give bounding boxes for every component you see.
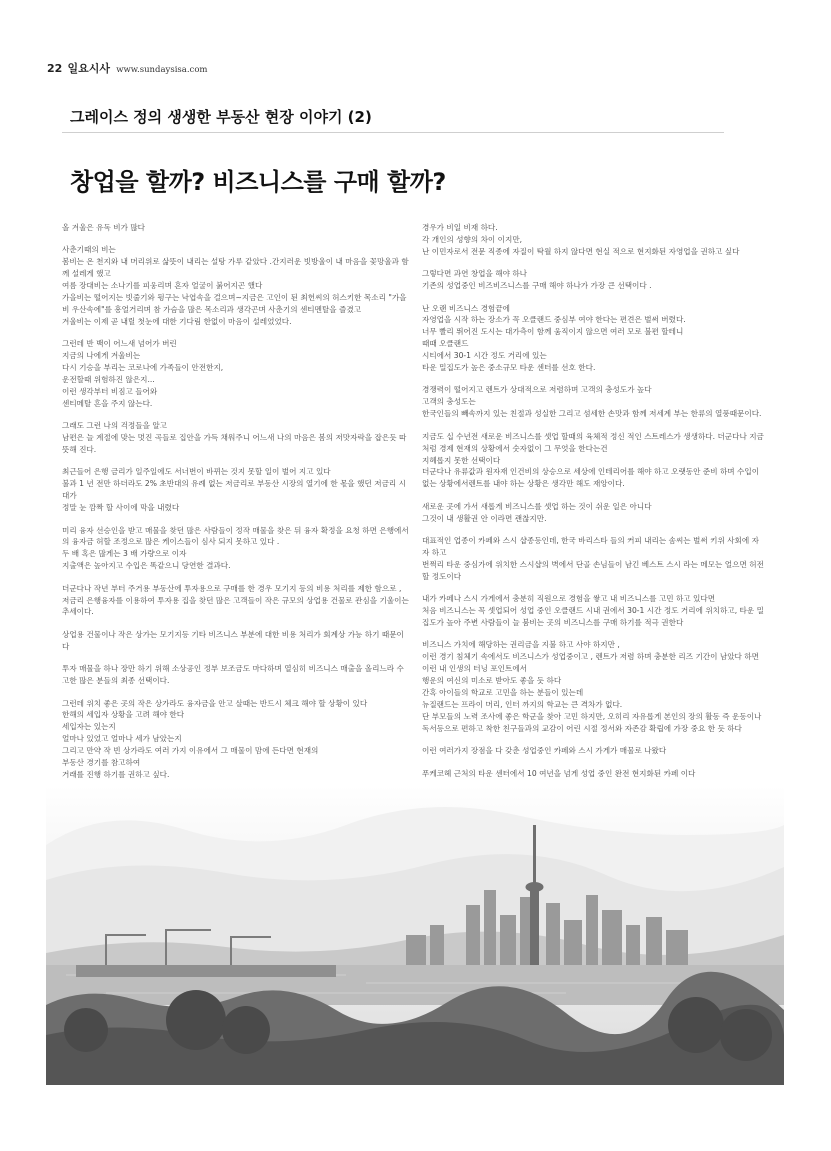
article-paragraph xyxy=(62,420,410,456)
paragraph-line: 지출액은 높아지고 수입은 똑같으니 당연한 결과다. xyxy=(62,561,231,571)
paragraph-line: 비즈니스 가치에 해당하는 권리금을 지불 하고 사야 하지만 , xyxy=(422,640,620,650)
paragraph-line: 경쟁력이 떨어지고 렌트가 상대적으로 저렴하며 고객의 충성도가 높다 xyxy=(422,385,652,395)
auckland-skyline-photo xyxy=(46,785,784,1085)
paragraph-line: 센티메탈 흔을 주지 않는다. xyxy=(62,398,153,408)
page-number: 22 xyxy=(47,62,63,75)
article-paragraph xyxy=(62,663,410,687)
paragraph-line: 지혜롭지 못한 선택이다 xyxy=(422,455,501,465)
paragraph-line: 난 오랜 비즈니스 경험끝에 xyxy=(422,303,510,313)
paragraph-line: 대표적인 업종이 카페와 스시 샵종등인데, 한국 바리스타 들의 커피 내리는 솜씨는 벌써 키위 사회에 자자 하고 xyxy=(422,536,759,557)
article-paragraph xyxy=(422,431,766,491)
paragraph-line: 올 겨울은 유독 비가 많다 xyxy=(62,223,146,232)
paragraph-line: 미리 융자 선승인을 받고 매물을 찾던 많은 사람들이 정작 매물을 찾은 뒤 융자 확정을 요청 하면 은행에서의 융자금 허할 조정으로 많은 케이스들이 심사 되지 못하고 있다 . xyxy=(62,525,409,547)
paragraph-line: 지금의 나에게 겨울비는 xyxy=(62,351,141,361)
article-paragraph xyxy=(422,303,766,374)
paragraph-line: 더군다나 작년 부터 주거용 부동산에 투자용으로 구매를 한 경우 모기지 등의 비용 처리를 제한 함으로 , 저금리 은행융자를 이용하여 투자용 집을 찾던 많은 고객들이 작은 규모의 상업용 건물로 관심을 기울이는 추세이다. xyxy=(62,583,409,617)
paragraph-line: 이런 생각부터 비짐고 들어와 xyxy=(62,386,158,396)
publication-name: 일요시사 xyxy=(67,62,111,75)
paragraph-line: 그렇다면 과연 창업을 해야 하나 xyxy=(422,269,528,279)
paragraph-line: 뉴질랜드는 프라이 머리, 인터 까지의 학교는 큰 격차가 없다. xyxy=(422,699,623,709)
paragraph-line: 기존의 성업중인 비즈비즈니스를 구매 해야 하나가 가장 큰 선택이다 . xyxy=(422,281,652,291)
paragraph-line: 때때 오클랜드 xyxy=(422,339,469,349)
article-paragraph xyxy=(62,244,410,327)
paragraph-line: 상업용 건물이나 작은 상가는 모기지등 기타 비즈니스 부분에 대한 비용 처리가 회계상 가능 하기 때문이다 xyxy=(62,629,404,651)
paragraph-line: 운전할때 위험하진 않은지... xyxy=(62,374,155,384)
article-paragraph xyxy=(62,525,410,573)
paragraph-line: 다시 기승을 부리는 코로나에 가족들이 안전한지, xyxy=(62,363,224,373)
paragraph-line: 타운 밀집도가 높은 중소규모 타운 센터를 선호 한다. xyxy=(422,363,596,373)
page-header xyxy=(47,60,208,76)
article-paragraph xyxy=(422,593,766,629)
paragraph-line: 정말 눈 깜짝 할 사이에 막을 내렸다 xyxy=(62,503,180,513)
paragraph-line: 여름 장대비는 소나기를 피웅리며 혼자 얼굴이 붉어지곤 했다 xyxy=(62,281,263,291)
paragraph-line: 단 부모들의 노력 조사에 좋은 학군을 찾아 고민 하지만, 오히리 자유롭게 본인의 장의 활동 즉 운동이나 독서등으로 편하고 착한 친구들과의 교감이 어린 시절 정서와 자존감 확립에 가장 중요 한 듯 하다 xyxy=(422,711,762,733)
paragraph-line: 난 이민자로서 전문 직종에 자질이 탁월 하지 않다면 현실 적으로 현지화된 자영업을 권하고 싶다 xyxy=(422,246,740,256)
paragraph-line: 푸케코헤 근처의 타운 센터에서 10 여년을 넘게 성업 중인 완전 현지화된 카페 이다 xyxy=(422,768,696,778)
article-paragraph xyxy=(62,629,410,653)
paragraph-line: 한해의 세입자 상황을 고려 해야 한다 xyxy=(62,710,185,720)
paragraph-line: 그래도 그런 나의 걱정들을 알고 xyxy=(62,421,168,431)
paragraph-line: 불과 1 년 전만 하더라도 2% 초반대의 유례 없는 저금리로 부동산 시장의 열기에 한 몫을 했던 저금리 시대가 xyxy=(62,479,406,501)
paragraph-line: 내가 카페나 스시 가게에서 충분히 직원으로 경험을 쌓고 내 비즈니스를 고민 하고 있다면 xyxy=(422,594,716,604)
paragraph-line: 두 배 혹은 많게는 3 배 가량으로 이자 xyxy=(62,549,187,559)
paragraph-line: 각 개인의 성향의 차이 이지만, xyxy=(422,234,523,244)
publication-url: www.sundaysisa.com xyxy=(116,65,208,75)
article-paragraph xyxy=(422,501,766,525)
paragraph-line: 시티에서 30-1 시간 정도 거리에 있는 xyxy=(422,351,547,361)
paragraph-line: 이런 여러가지 장점을 다 갖춘 성업중인 카페와 스시 가게가 매물로 나왔다 xyxy=(422,746,667,756)
paragraph-line: 사춘기때의 비는 xyxy=(62,245,116,255)
paragraph-line: 이런 경기 침체기 속에서도 비즈니스가 성업중이고 , 렌트가 저렴 하며 충분한 리즈 기간이 남았다 하면 xyxy=(422,652,759,662)
paragraph-line: 이런 내 인생의 터닝 포인트에서 xyxy=(422,664,528,674)
article-paragraph xyxy=(422,745,766,757)
paragraph-line: 최근들어 은행 금리가 일주일에도 서너번이 바뀌는 것지 못할 일이 벌어 지고 있다 xyxy=(62,467,331,477)
paragraph-line: 거래를 진행 하기를 권하고 싶다. xyxy=(62,769,170,779)
paragraph-line: 그런데 반 백이 어느새 넘어가 버린 xyxy=(62,339,177,349)
title-divider xyxy=(62,132,724,133)
paragraph-line: 그리고 만약 작 빈 상가라도 여러 가지 이유에서 그 매물이 맘에 든다면 현재의 xyxy=(62,746,319,756)
article-paragraph xyxy=(422,222,766,258)
article-paragraph xyxy=(62,466,410,514)
article-paragraph xyxy=(422,639,766,734)
paragraph-line: 새로운 곳에 가서 새롭게 비즈니스를 셋업 하는 것이 쉬운 일은 아니다 xyxy=(422,501,652,511)
series-title: 그레이스 정의 생생한 부동산 현장 이야기 (2) xyxy=(70,108,372,126)
paragraph-line: 처음 비즈니스는 꼭 셋업되어 성업 중인 오클랜드 시내 권에서 30-1 시간 정도 거리에 위치하고, 타운 밀집도가 높아 주변 사람들이 늘 붐비는 곳의 비즈니스를 구매 하기를 적극 권한다 xyxy=(422,606,764,627)
paragraph-line: 부동산 경기를 참고하여 xyxy=(62,758,141,768)
article-paragraph xyxy=(62,698,410,781)
article-paragraph xyxy=(62,583,410,619)
paragraph-line: 가을비는 떨어지는 빗줄기와 뒹구는 낙엽속을 걸으며~지금은 고인이 된 최헌씨의 허스키한 목소리 "가을비 우산속에"를 흥얼거리며 참 가슴을 많은 목소리과 생각곤며 사춘기의 센티멘탈을 즐겼고 xyxy=(62,293,407,314)
paragraph-line: 간혹 아이들의 학교로 고민을 하는 분들이 있는데 xyxy=(422,688,584,697)
paragraph-line: 얼마나 있었고 얼마나 세가 남았는지 xyxy=(62,734,182,744)
paragraph-line: 너무 빨리 뛰어진 도시는 대가측이 함께 움직이지 않으면 여러 모로 불편 할테니 xyxy=(422,327,684,337)
paragraph-line: 고객의 충성도는 xyxy=(422,397,476,407)
article-column-right xyxy=(422,222,766,881)
paragraph-line: 행운의 여신의 미소로 받아도 좋을 듯 하다 xyxy=(422,676,562,686)
article-paragraph xyxy=(422,768,766,780)
article-paragraph xyxy=(62,222,410,234)
paragraph-line: 자영업을 시작 하는 장소가 꼭 오클랜드 중심부 여야 한다는 편견은 벌써 버렸다. xyxy=(422,315,686,325)
article-paragraph xyxy=(422,268,766,292)
paragraph-line: 경우가 비일 비재 하다. xyxy=(422,223,498,232)
paragraph-line: 봄비는 온 천지와 내 머리위로 삶뜻이 내리는 설탕 가루 같았다 .간지러운 빗방울이 내 마음을 꽃망울과 함께 설레게 했고 xyxy=(62,257,409,279)
article-paragraph xyxy=(422,384,766,420)
paragraph-line: 번쩍리 타운 중심가에 위치한 스시샵의 벽에서 단골 손님들이 남긴 베스트 스시 라는 메모는 얼으면 허전할 정도이다 xyxy=(422,559,764,581)
paragraph-line: 투자 매물을 하나 장만 하기 위해 소상공인 정부 보조금도 마다하며 열심히 비즈니스 매출을 올리느라 수고한 많은 분들의 최종 선택이다. xyxy=(62,664,404,686)
paragraph-line: 세입자는 있는지 xyxy=(62,722,116,732)
article-paragraph xyxy=(422,535,766,583)
paragraph-line: 남편은 늘 계절에 맞는 멋진 곡들로 집안을 가득 채워주니 어느새 나의 마음은 봄의 저맛자락을 잡은듯 따뜻해 진다. xyxy=(62,433,407,454)
paragraph-line: 한국인들의 빼속까지 있는 친절과 성실한 그리고 섬세한 손맛과 함께 저세계 부는 한류의 열풍때문이다. xyxy=(422,409,762,419)
article-headline: 창업을 할까? 비즈니스를 구매 할까? xyxy=(70,168,446,196)
article-paragraph xyxy=(62,338,410,409)
paragraph-line: 지금도 십 수년전 새로운 비즈니스를 셋업 할때의 육체적 정신 적인 스트레스가 생생하다. 더군다나 지금 처럼 경제 현재의 상황에서 숫자없이 그 무엇을 한다는건 xyxy=(422,431,764,453)
paragraph-line: 그런데 위치 좋은 곳의 작은 상가라도 융자금을 안고 살때는 반드시 체크 해야 할 상황이 있다 xyxy=(62,698,368,708)
paragraph-line: 겨울비는 이제 곧 내릴 첫눈에 대한 기다림 한없이 마음이 설레었었다. xyxy=(62,316,292,326)
paragraph-line: 더군다나 유류값과 원자재 인건비의 상승으로 세상에 인테리어를 해야 하고 오랫동안 준비 하며 수입이 없는 상황에서렌트를 내야 하는 상황은 생각만 해도 재앙이다. xyxy=(422,467,760,489)
paragraph-line: 그것이 내 생활권 안 이라면 괜찮지만. xyxy=(422,513,547,523)
